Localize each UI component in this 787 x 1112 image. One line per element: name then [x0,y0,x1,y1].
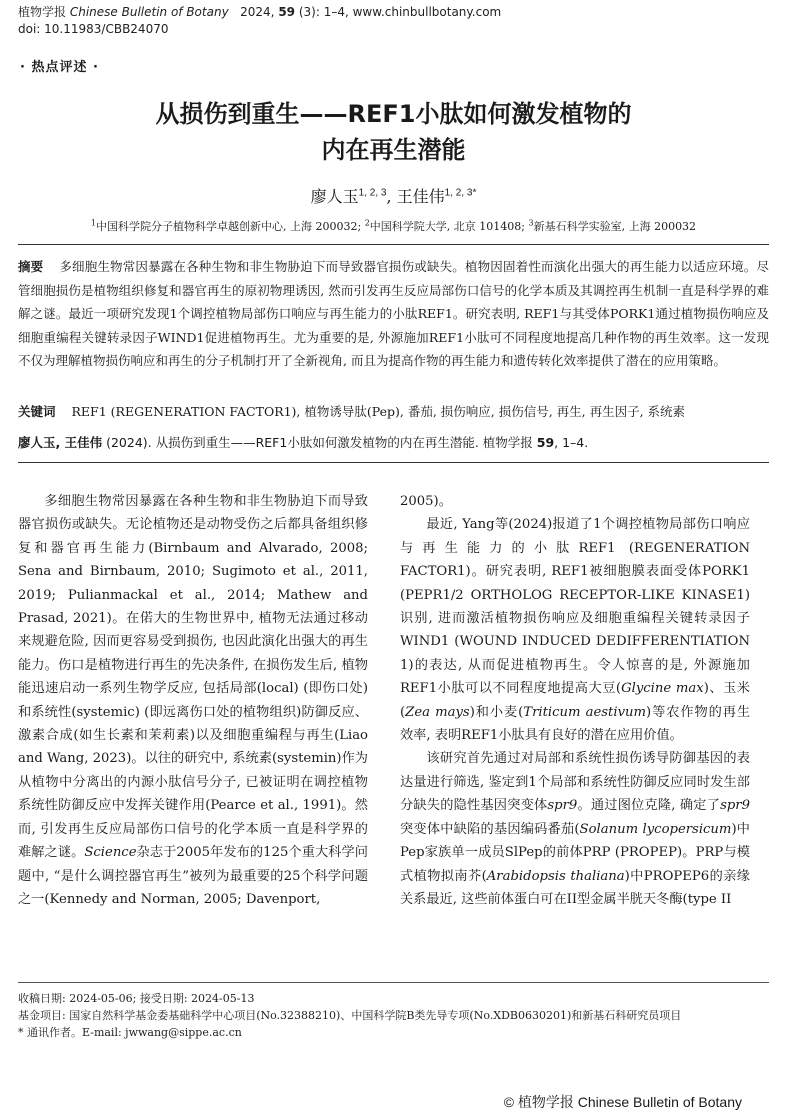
journal-volume: 59 [278,5,296,19]
affil-2: 中国科学院大学, 北京 101408; [369,220,529,233]
affil-1: 中国科学院分子植物科学卓越创新中心, 上海 200032; [96,220,365,233]
journal-year: 2024, [240,5,275,19]
abstract [18,255,769,373]
citation-pages: , 1–4. [554,435,589,450]
body-p1-text: 多细胞生物常因暴露在各种生物和非生物胁迫下而导致器官损伤或缺失。无论植物还是动物受伤之后都具备组织修复和器官再生能力(Birnbaum and Alvarado, 2008; Sena and Birnbaum, 2010; Sugimoto et al., 2011, 2019; Pulianmackal et al., 2014; Mathew and Prasad, 2021)。在偌大的生物世界中, 植物无法通过移动来规避危险, 因而更容易受到损伤, 也因此演化出强大的再生能力。伤口是植物进行再生的先决条件, 在损伤发生后, 植物能迅速启动一系列生物学反应, 包括局部(local) (即伤口处)和系统性(systemic) (即远离伤口处的植物组织)防御反应、激素合成(如生长素和茉莉素)以及细胞重编程与再生(Liao and Wang, 2023)。以往的研究中, 系统素(systemin)作为从植物中分离出的内源小肽信号分子, 已被证明在调控植物系统性防御反应中发挥关键作用(Pearce et al., 1991)。然而, 引发再生反应局部伤口信号的化学本质一直是科学界的难解之谜。 [18,494,368,861]
body-p3-text-d: )中Pep家族单一成员SlPep的前体PRP (PROPEP)。PRP与模式植物拟南芥( [400,821,750,884]
author-1: 廖人玉 [310,187,359,206]
footnote-divider [18,982,769,983]
affil-3: 新基石科学实验室, 上海 200032 [533,220,697,233]
footnote-funding: 基金项目: 国家自然科学基金委基础科学中心项目(No.32388210)、中国科学院B类先导专项(No.XDB0630201)和新基石科研究员项目 [18,1009,682,1022]
affiliations [0,218,787,234]
body-p2-text-c: )和小麦( [469,704,524,720]
author-separator: , [386,187,397,206]
gene-spr9: spr9 [547,798,578,814]
gene-spr9-2: spr9 [720,798,750,814]
body-p2-text-d: )等农作物的再生效率, 表明REF1小肽具有良好的潜在应用价值。 [400,704,751,744]
affil-sup-1: 1 [90,218,97,228]
journal-name-cn: 植物学报 [18,5,67,19]
journal-science: Science [84,845,137,861]
author-2: 王佳伟 [396,187,445,206]
section-label: · 热点评述 · [20,60,99,75]
species-zea: Zea mays [405,704,470,720]
doi: doi: 10.11983/CBB24070 [18,22,169,36]
article-title-line1: 从损伤到重生——REF1小肽如何激发植物的 [155,100,632,128]
footer-copyright: © 植物学报 Chinese Bulletin of Botany [503,1094,742,1110]
citation-authors: 廖人玉, 王佳伟 [18,435,103,450]
body-p3-text: 该研究首先通过对局部和系统性损伤诱导防御基因的表达量进行筛选, 鉴定到1个局部和系统性防御反应同时发生部分缺失的隐性基因突变体 [400,751,750,814]
keywords [18,400,769,424]
journal-issue-pages: (3): 1–4, www.chinbullbotany.com [298,5,502,19]
journal-name-en: Chinese Bulletin of Botany [69,5,229,19]
affil-sup-2: 2 [364,218,370,228]
author-2-affil: 1, 2, 3* [444,187,477,199]
body-paragraph-1 [18,490,368,911]
body-paragraph-cont: 2005)。 [400,494,452,509]
body-p3-text-b: 。通过图位克隆, 确定了 [577,798,721,814]
author-1-affil: 1, 2, 3 [358,187,387,199]
body-paragraph-3 [400,747,750,911]
body-column-right [400,490,750,911]
body-paragraph-2 [400,513,750,747]
keywords-text: REF1 (REGENERATION FACTOR1), 植物诱导肽(Pep), 番茄, 损伤响应, 损伤信号, 再生, 再生因子, 系统素 [71,404,686,419]
species-arabidopsis: Arabidopsis thaliana [486,868,625,884]
citation [18,431,769,455]
abstract-text: 多细胞生物常因暴露在各种生物和非生物胁迫下而导致器官损伤或缺失。植物因固着性而演化出强大的再生能力以适应环境。尽管细胞损伤是植物组织修复和器官再生的原初物理诱因, 然而引发再生反应局部伤口信号的化学本质及其调控再生机制一直是科学界的难解之谜。最近一项研究发现1个调控植物局部伤口响应与再生能力的小肽REF1。研究表明, REF1与其受体PORK1通过植物损伤响应及细胞重编程关键转录因子WIND1促进植物再生。尤为重要的是, 外源施加REF1小肽可不同程度地提高几种作物的再生效率。这一发现不仅为理解植物损伤响应和再生的分子机制打开了全新视角, 而且为提高作物的再生能力和遗传转化效率提供了潜在的应用策略。 [18,259,769,368]
body-p3-text-c: 突变体中缺陷的基因编码番茄( [400,821,580,837]
body-p1-text-cont: 杂志于2005年发布的125个重大科学问题中, “是什么调控器官再生”被列为最重要的25个科学问题之一(Kennedy and Norman, 2005; Davenport, [18,845,368,907]
citation-volume: 59 [536,435,555,450]
authors [0,184,787,207]
keywords-label: 关键词 [18,404,56,419]
article-title-line2: 内在再生潜能 [321,136,466,164]
body-p2-text: 最近, Yang等(2024)报道了1个调控植物局部伤口响应与再生能力的小肽REF1 (REGENERATION FACTOR1)。研究表明, REF1被细胞膜表面受体PORK1 (PEPR1/2 ORTHOLOG RECEPTOR-LIKE KINASE1)识别, 进而激活植物损伤响应及细胞重编程关键转录因子WIND1 (WOUND INDUCED DEDIFFERENTIATION 1)的表达, 从而促进植物再生。令人惊喜的是, 外源施加REF1小肽可以不同程度地提高大豆( [400,517,750,697]
species-solanum: Solanum lycopersicum [579,821,732,837]
body-column-left [18,490,368,911]
footnote-dates: 收稿日期: 2024-05-06; 接受日期: 2024-05-13 [18,992,255,1005]
affil-sup-3: 3 [528,218,534,228]
species-triticum: Triticum aestivum [523,704,647,720]
species-glycine: Glycine max [621,681,704,697]
citation-title: (2024). 从损伤到重生——REF1小肽如何激发植物的内在再生潜能. 植物学报 [102,435,537,450]
divider-top [18,244,769,245]
footnote-corresponding: * 通讯作者。E-mail: jwwang@sippe.ac.cn [18,1026,242,1039]
divider-abstract [18,462,769,463]
journal-header [18,4,501,20]
body-p2-text-b: )、玉米( [400,681,750,720]
body-p3-text-e: )中PROPEP6的亲缘关系最近, 这些前体蛋白可在II型金属半胱天冬酶(type II [400,868,750,907]
abstract-label: 摘要 [18,259,44,274]
